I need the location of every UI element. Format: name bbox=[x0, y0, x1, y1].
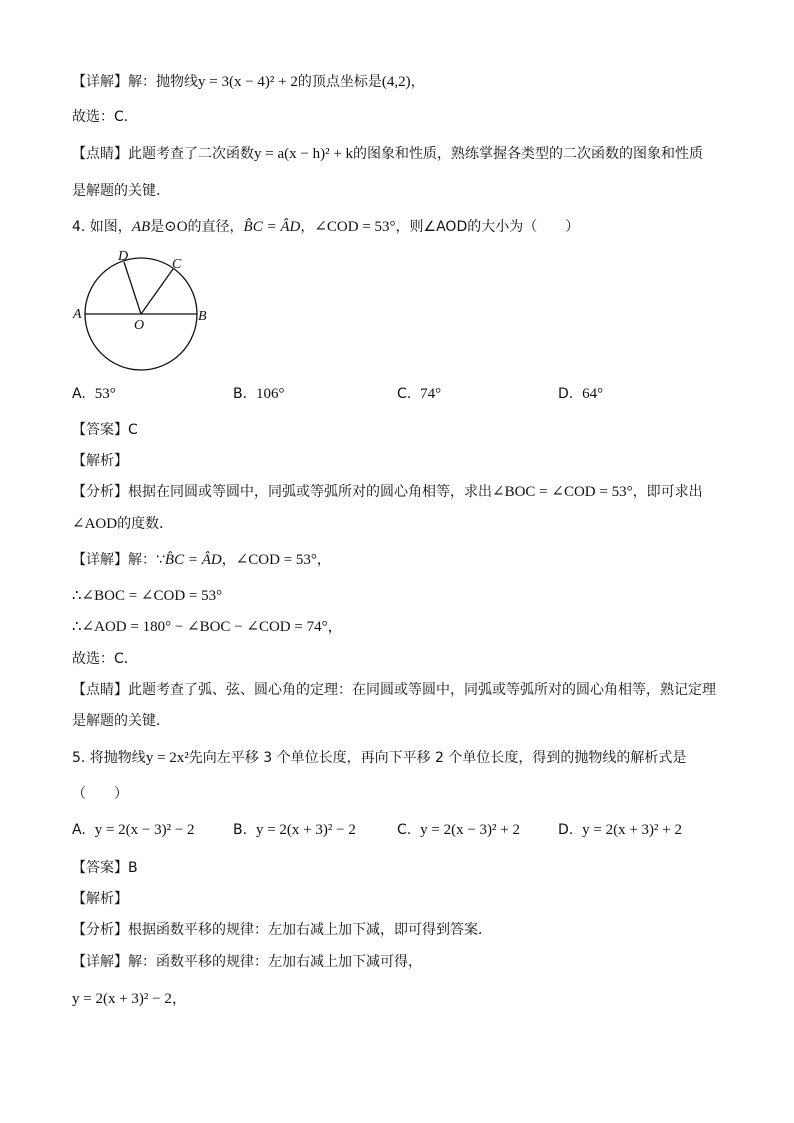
q4-step2: ∴∠AOD = 180° − ∠BOC − ∠COD = 74°， bbox=[72, 619, 343, 635]
q4-option-a: A. 53° bbox=[72, 386, 116, 402]
q4-comment-line1: 【点睛】此题考查了弧、弦、圆心角的定理：在同圆或等圆中，同弧或等弧所对的圆心角相等，熟记定理 bbox=[72, 682, 716, 698]
diameter-ab: AB bbox=[131, 219, 151, 235]
q5-option-d: D. y = 2(x + 3)² + 2 bbox=[558, 822, 683, 838]
q4-detail-line: 【详解】解：∵B̂C = ÂD，∠COD = 53°， bbox=[72, 552, 331, 568]
vertex-point: (4,2) bbox=[381, 74, 411, 90]
q5-analysis: 【分析】根据函数平移的规律：左加右减上加下减，即可得到答案． bbox=[72, 922, 492, 938]
radius-oc bbox=[141, 269, 173, 314]
q5-stem: 5. 将抛物线y = 2x²先向左平移 3 个单位长度，再向下平移 2 个单位长度，得到的抛物线的解析式是 bbox=[72, 750, 687, 766]
label-o: O bbox=[134, 318, 145, 333]
q3-comment-line2: 是解题的关键． bbox=[72, 183, 170, 199]
q5-analysis-heading: 【解析】 bbox=[72, 891, 128, 907]
q4-analysis-line2: ∠AOD的度数． bbox=[72, 516, 174, 532]
q4-comment-line2: 是解题的关键． bbox=[72, 713, 170, 729]
q4-option-b: B. 106° bbox=[233, 386, 285, 402]
radius-od bbox=[124, 262, 141, 314]
q4-step1: ∴∠BOC = ∠COD = 53° bbox=[72, 588, 223, 604]
label-a: A bbox=[73, 307, 82, 322]
q5-result: y = 2(x + 3)² − 2， bbox=[72, 991, 187, 1007]
q4-option-d: D. 64° bbox=[558, 386, 604, 402]
q5-detail: 【详解】解：函数平移的规律：左加右减上加下减可得， bbox=[72, 954, 422, 970]
comment-label: 【点睛】 bbox=[72, 146, 128, 162]
q4-choose: 故选：C． bbox=[72, 651, 138, 667]
q5-stem-paren: （ ） bbox=[72, 786, 128, 802]
q4-stem: 4. 如图，AB是⊙O的直径，B̂C = ÂD，∠COD = 53°，则∠AOD的大小为（ ） bbox=[72, 219, 580, 235]
q4-answer: 【答案】C bbox=[72, 422, 138, 438]
q5-option-a: A. y = 2(x − 3)² − 2 bbox=[72, 822, 195, 838]
circle-o: ⊙O bbox=[164, 219, 188, 235]
vertex-form-expression: y = a(x − h)² + k bbox=[254, 146, 354, 162]
arc-equality: B̂C = ÂD bbox=[243, 219, 301, 235]
q3-detail-line: 【详解】解：抛物线y = 3(x − 4)² + 2的顶点坐标是(4,2)， bbox=[72, 74, 425, 90]
label-c: C bbox=[172, 257, 182, 272]
circle-figure bbox=[70, 246, 220, 374]
q5-answer: 【答案】B bbox=[72, 860, 138, 876]
label-d: D bbox=[118, 249, 129, 264]
q4-option-c: C. 74° bbox=[397, 386, 442, 402]
detail-label: 【详解】 bbox=[72, 74, 128, 90]
q5-option-c: C. y = 2(x − 3)² + 2 bbox=[397, 822, 521, 838]
parabola-expression: y = 3(x − 4)² + 2 bbox=[198, 74, 298, 90]
angle-cod: ∠COD = 53° bbox=[314, 219, 396, 235]
q5-option-b: B. y = 2(x + 3)² − 2 bbox=[233, 822, 356, 838]
q3-comment-line1: 【点睛】此题考查了二次函数y = a(x − h)² + k的图象和性质，熟练掌握各类型的二次函数的图象和性质 bbox=[72, 146, 704, 162]
q4-analysis-line1: 【分析】根据在同圆或等圆中，同弧或等弧所对的圆心角相等，求出∠BOC = ∠COD = 53°，即可求出 bbox=[72, 484, 703, 500]
q3-choose: 故选：C． bbox=[72, 109, 138, 125]
parabola-expression: y = 2x² bbox=[145, 750, 189, 766]
label-b: B bbox=[198, 309, 207, 324]
q4-analysis-heading: 【解析】 bbox=[72, 453, 128, 469]
